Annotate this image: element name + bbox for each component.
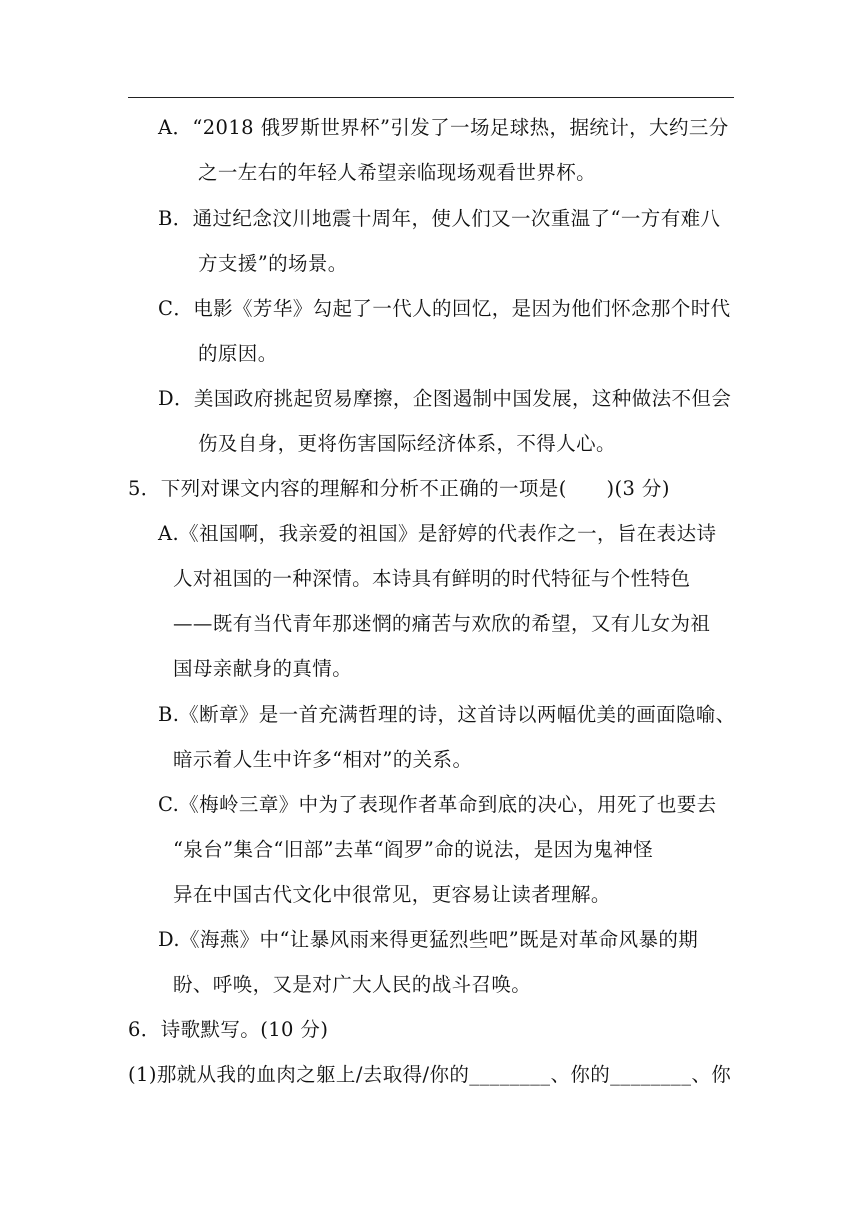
q5-option-d-line-2: 盼、呼唤，又是对广大人民的战斗召唤。: [173, 973, 532, 996]
q4-option-a-line-2: 之一左右的年轻人希望亲临现场观看世界杯。: [198, 161, 597, 184]
q5-option-a-line-1: A.《祖国啊，我亲爱的祖国》是舒婷的代表作之一，旨在表达诗: [158, 522, 717, 545]
q4-option-d-line-1: D．美国政府挑起贸易摩擦，企图遏制中国发展，这种做法不但会: [158, 387, 732, 410]
q5-option-a-line-2: 人对祖国的一种深情。本诗具有鲜明的时代特征与个性特色: [173, 567, 691, 590]
header-rule: [128, 97, 734, 98]
q5-option-b-line-2: 暗示着人生中许多“相对”的关系。: [173, 748, 473, 771]
q4-option-d-line-2: 伤及自身，更将伤害国际经济体系，不得人心。: [198, 432, 616, 455]
q6-part-1: (1)那就从我的血肉之躯上/去取得/你的________、你的________、你: [128, 1063, 732, 1086]
q4-option-b-line-2: 方支援”的场景。: [198, 252, 348, 275]
q5-option-c-line-1: C.《梅岭三章》中为了表现作者革命到底的决心，用死了也要去: [158, 793, 717, 816]
q5-stem: 5．下列对课文内容的理解和分析不正确的一项是( )(3 分): [128, 477, 670, 500]
q5-option-d-line-1: D.《海燕》中“让暴风雨来得更猛烈些吧”既是对革命风暴的期: [158, 928, 699, 951]
q5-option-c-line-2: “泉台”集合“旧部”去革“阎罗”命的说法，是因为鬼神怪: [173, 838, 654, 861]
q6-stem: 6．诗歌默写。(10 分): [128, 1018, 329, 1041]
q4-option-c-line-1: C．电影《芳华》勾起了一代人的回忆，是因为他们怀念那个时代: [158, 297, 731, 320]
q5-option-a-line-4: 国母亲献身的真情。: [173, 657, 353, 680]
q4-option-c-line-2: 的原因。: [198, 342, 278, 365]
q5-option-b-line-1: B.《断章》是一首充满哲理的诗，这首诗以两幅优美的画面隐喻、: [158, 703, 736, 726]
q4-option-b-line-1: B．通过纪念汶川地震十周年，使人们又一次重温了“一方有难八: [158, 207, 721, 230]
q5-option-c-line-3: 异在中国古代文化中很常见，更容易让读者理解。: [173, 883, 611, 906]
q5-option-a-line-3: ——既有当代青年那迷惘的痛苦与欢欣的希望，又有儿女为祖: [173, 612, 711, 635]
q4-option-a-line-1: A．“2018 俄罗斯世界杯”引发了一场足球热，据统计，大约三分: [158, 116, 729, 139]
